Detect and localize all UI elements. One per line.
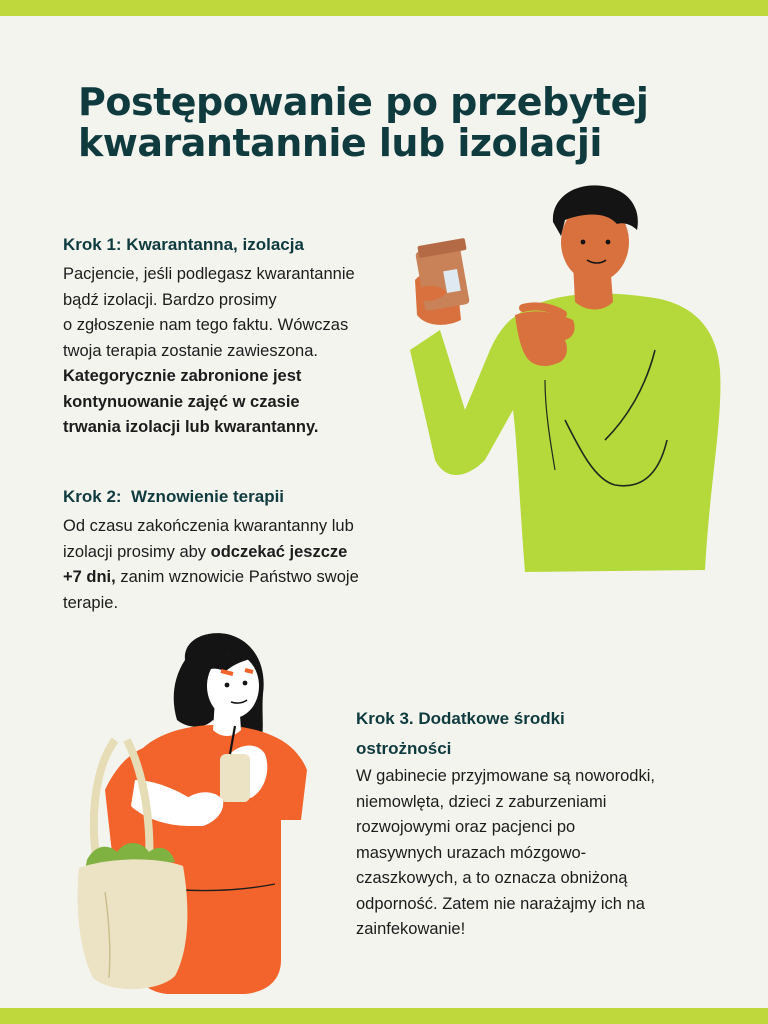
step2-bold: +7 dni, [63,568,116,586]
step1-line: Pacjencie, jeśli podlegasz kwarantannie [63,265,355,283]
step1-line: twoja terapia zostanie zawieszona. [63,341,318,360]
title-line-1: Postępowanie po przebytej [78,80,649,124]
step3-heading-line-2: ostrożności [356,739,452,758]
step3-heading [356,704,696,764]
man-holding-pill-bottle-illustration [405,180,735,580]
step2-bold: odczekać jeszcze [210,542,348,561]
step3-line: niemowlęta, dzieci z zaburzeniami [356,792,607,811]
step1-heading: Krok 1: Kwarantanna, izolacja [63,235,304,254]
step1-line: o zgłoszenie nam tego faktu. Wówczas [63,316,349,334]
step3-line: rozwojowymi oraz pacjenci po [356,818,576,836]
step2-line: Od czasu zakończenia kwarantanny lub [63,517,354,535]
step1-bold-line: kontynuowanie zajęć w czasie [63,392,300,411]
step3-line: masywnych urazach mózgowo- [356,843,587,862]
step2-line: terapie. [63,593,119,612]
step2-line: zanim wznowicie Państwo swoje [115,568,359,586]
step1-bold-line: trwania izolacji lub kwarantanny. [63,418,319,436]
page-title [78,82,718,164]
step3-line: W gabinecie przyjmowane są noworodki, [356,767,655,785]
step3-line: odporność. Zatem nie narażajmy ich na [356,894,645,913]
step3-heading-line-1: Krok 3. Dodatkowe środki [356,709,565,728]
step2-text [63,514,403,616]
bottom-accent-bar [0,1008,768,1024]
step3-line: zainfekowanie! [356,920,466,938]
top-accent-bar [0,0,768,16]
step3-text [356,764,716,943]
step2-line: izolacji prosimy aby [63,542,211,561]
woman-with-drink-and-bag-illustration [75,630,335,1000]
step1-line: bądź izolacji. Bardzo prosimy [63,290,277,309]
title-line-2: kwarantannie lub izolacji [78,121,602,165]
step1-bold-line: Kategorycznie zabronione jest [63,367,302,385]
step3-line: czaszkowych, a to oznacza obniżoną [356,869,628,887]
step1-text [63,262,403,441]
step2-heading: Krok 2: Wznowienie terapii [63,487,285,506]
